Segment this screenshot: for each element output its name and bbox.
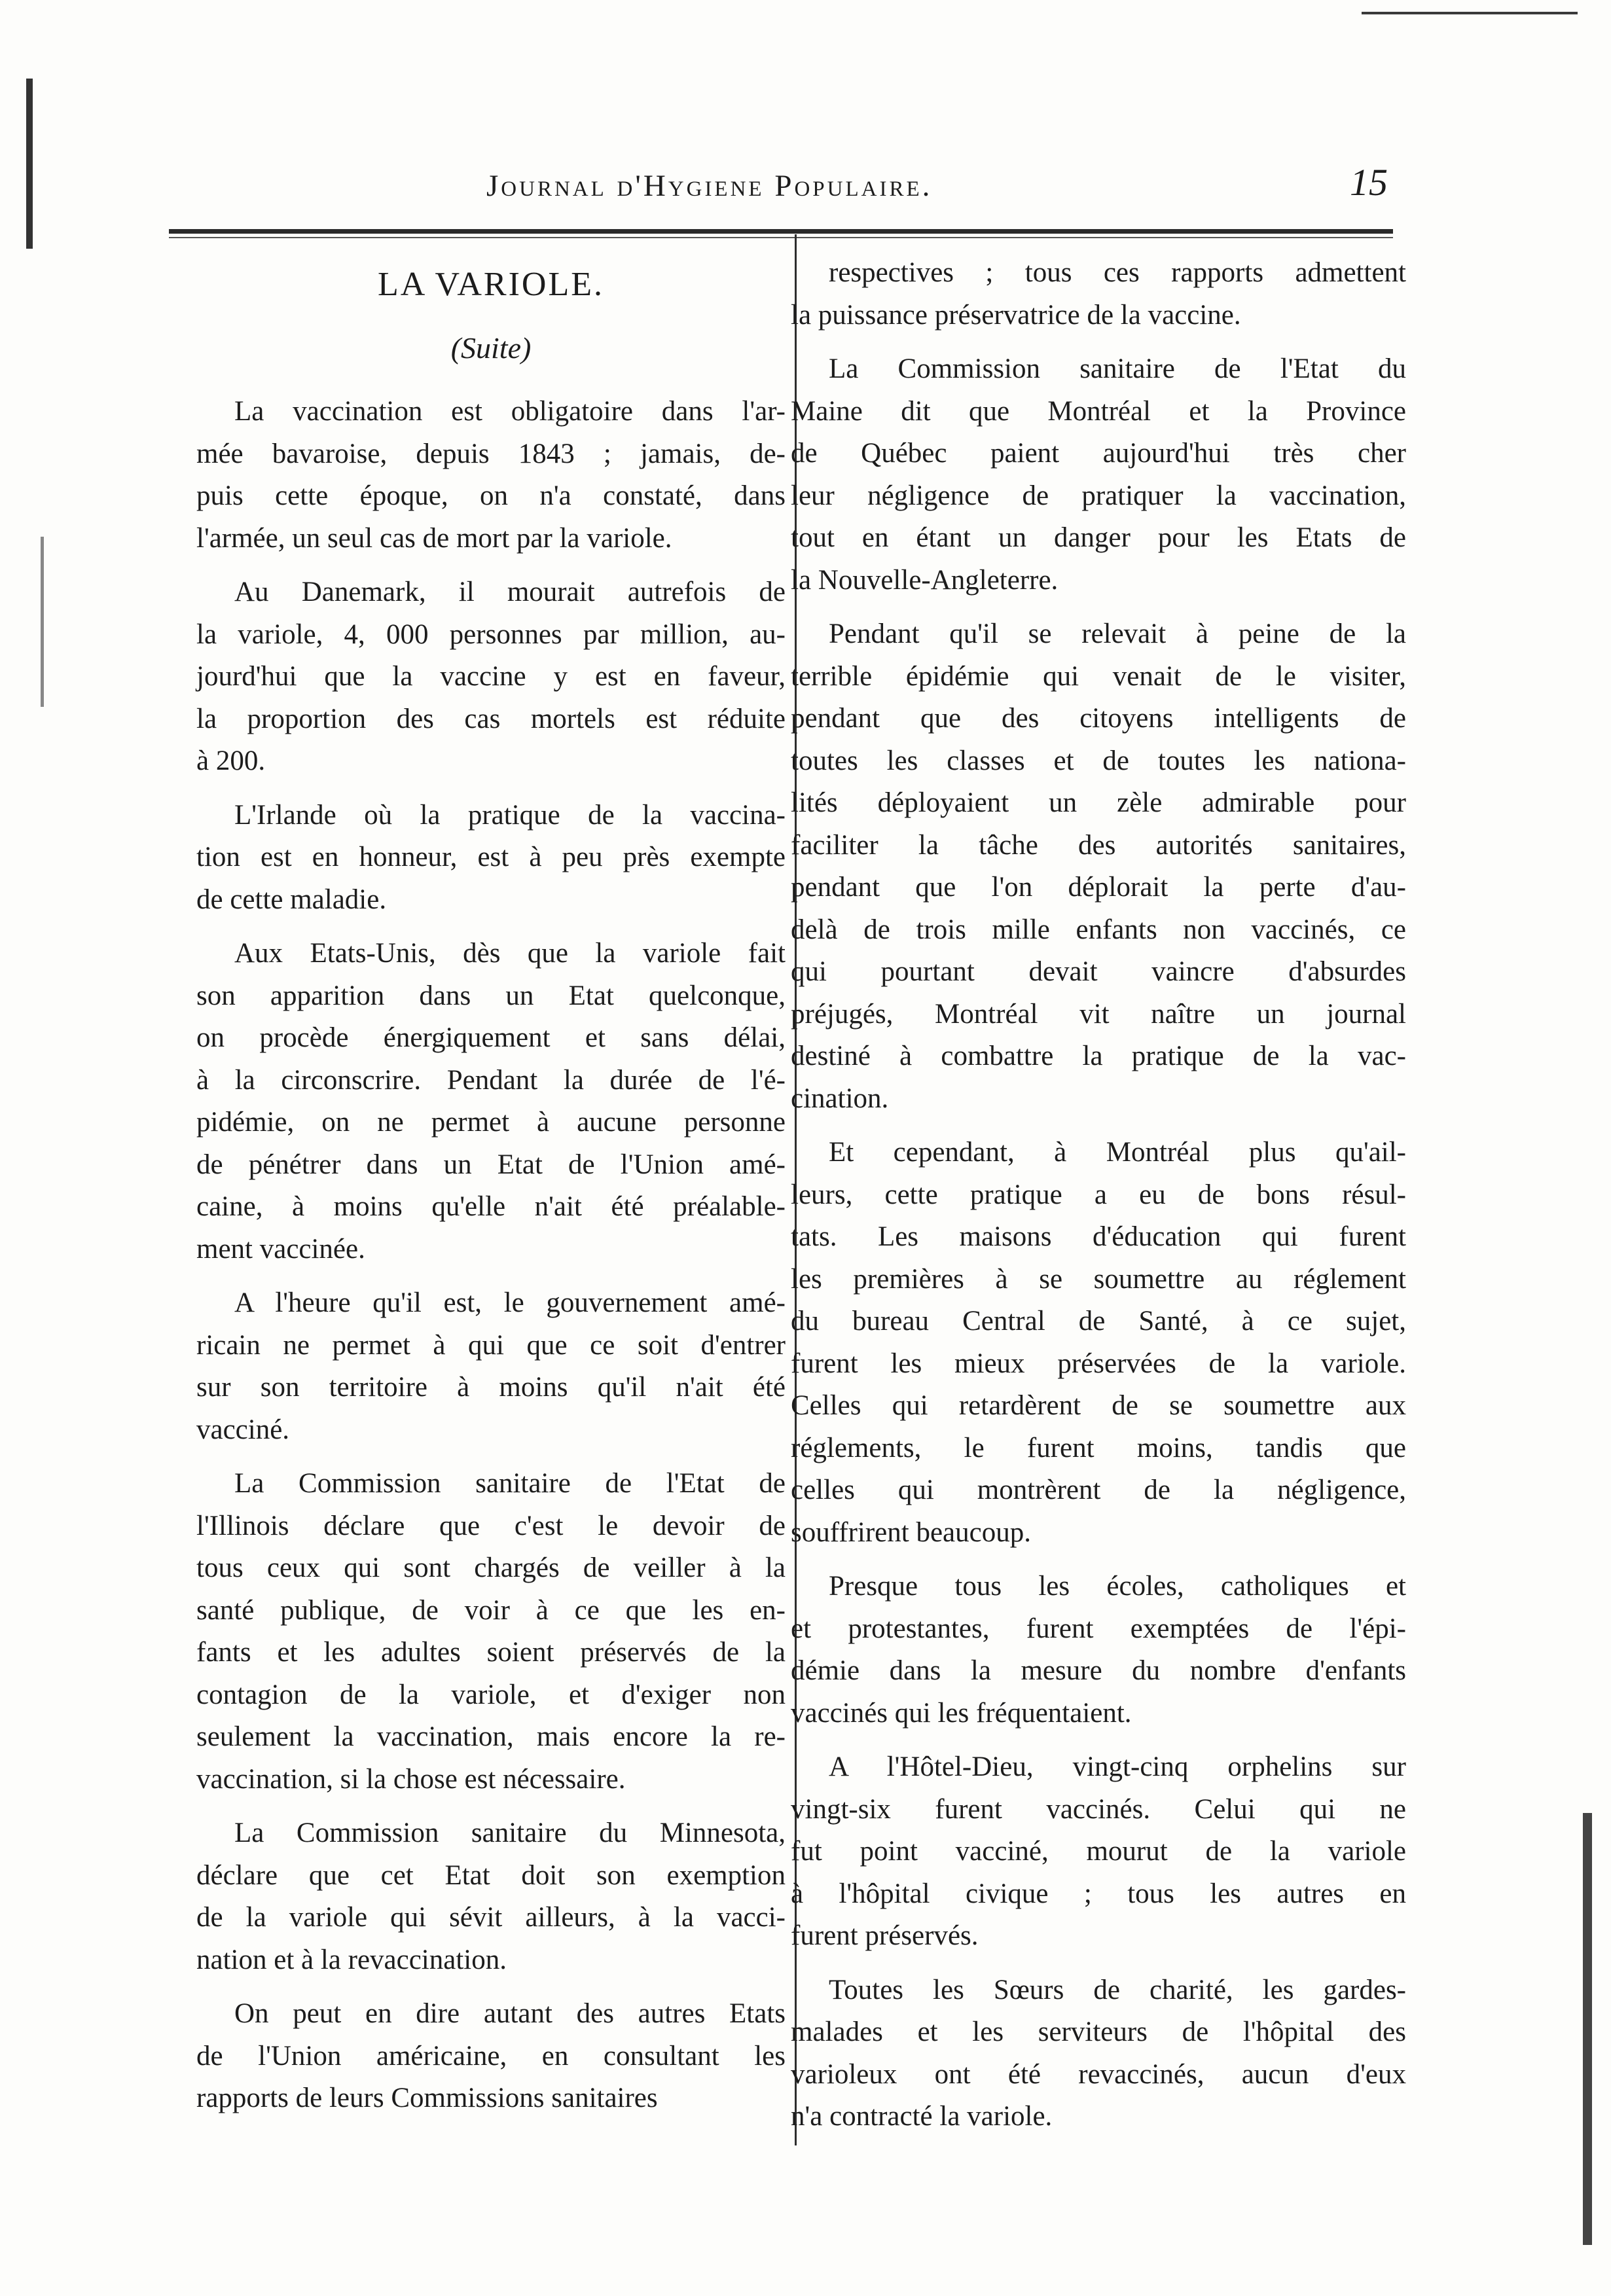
text-line: de l'Union américaine, en consultant les: [196, 2040, 786, 2072]
text-line: la proportion des cas mortels est réduite: [196, 703, 786, 734]
text-line: La vaccination est obligatoire dans l'ar-: [234, 396, 786, 427]
text-line: vaccinés qui les fréquentaient.: [791, 1697, 1132, 1729]
text-line: varioleux ont été revaccinés, aucun d'eux: [791, 2058, 1406, 2090]
text-line: pendant que des citoyens intelligents de: [791, 703, 1406, 734]
text-line: ment vaccinée.: [196, 1233, 365, 1265]
paragraph: [791, 252, 1406, 336]
header-rule: [169, 229, 1393, 234]
text-line: Presque tous les écoles, catholiques et: [829, 1571, 1406, 1602]
text-line: malades et les serviteurs de l'hôpital des: [791, 2017, 1406, 2047]
text-line: de la variole qui sévit ailleurs, à la vacci-: [196, 1902, 786, 1933]
paragraph-gap: [196, 1270, 786, 1282]
text-line: tats. Les maisons d'éducation qui furent: [791, 1221, 1406, 1252]
text-line: nation et à la revaccination.: [196, 1944, 507, 1975]
text-line: à 200.: [196, 745, 266, 776]
text-line: seulement la vaccination, mais encore la re-: [196, 1721, 786, 1752]
text-line: à l'hôpital civique ; tous les autres en: [791, 1878, 1406, 1909]
text-line: Aux Etats-Unis, dès que la variole fait: [234, 938, 786, 969]
paragraph: [196, 1282, 786, 1451]
paragraph: [196, 571, 786, 783]
text-line: préjugés, Montréal vit naître un journal: [791, 998, 1406, 1030]
article-title: LA VARIOLE.: [378, 266, 604, 303]
paragraph: [196, 1463, 786, 1801]
text-line: puis cette époque, on n'a constaté, dans: [196, 480, 786, 511]
paragraph-gap: [196, 921, 786, 933]
text-line: la variole, 4, 000 personnes par million, au-: [196, 619, 786, 650]
paragraph-gap: [791, 1734, 1406, 1746]
text-line: tion est en honneur, est à peu près exempte: [196, 842, 786, 872]
text-line: Au Danemark, il mourait autrefois de: [234, 577, 786, 607]
left-margin-scan-mark: [26, 79, 33, 249]
text-line: vingt-six furent vaccinés. Celui qui ne: [791, 1793, 1406, 1825]
paragraph-gap: [791, 336, 1406, 348]
text-line: La Commission sanitaire du Minnesota,: [234, 1818, 786, 1848]
paragraph-gap: [196, 1981, 786, 1993]
right-margin-scan-mark: [1583, 1813, 1592, 2245]
paragraph-gap: [196, 1451, 786, 1463]
text-line: n'a contracté la variole.: [791, 2101, 1053, 2132]
text-line: pendant que l'on déplorait la perte d'au-: [791, 872, 1406, 903]
left-margin-scan-speckle: [41, 537, 44, 707]
top-corner-rule: [1362, 12, 1578, 14]
text-line: lités déployaient un zèle admirable pour: [791, 787, 1406, 818]
text-line: de cette maladie.: [196, 884, 387, 915]
text-line: mée bavaroise, depuis 1843 ; jamais, de-: [196, 438, 786, 469]
text-line: celles qui montrèrent de la négligence,: [791, 1475, 1406, 1505]
text-line: de pénétrer dans un Etat de l'Union amé-: [196, 1149, 786, 1180]
text-line: leur négligence de pratiquer la vaccination,: [791, 480, 1406, 511]
paragraph-gap: [791, 601, 1406, 613]
text-line: Celles qui retardèrent de se soumettre aux: [791, 1390, 1406, 1421]
text-line: A l'heure qu'il est, le gouvernement amé-: [234, 1287, 786, 1318]
text-line: les premières à se soumettre au réglement: [791, 1263, 1406, 1295]
text-line: contagion de la variole, et d'exiger non: [196, 1679, 786, 1710]
text-line: de Québec paient aujourd'hui très cher: [791, 438, 1406, 469]
paragraph: [196, 391, 786, 560]
text-line: souffrirent beaucoup.: [791, 1516, 1031, 1548]
text-line: tous ceux qui sont chargés de veiller à la: [196, 1552, 786, 1583]
text-line: l'armée, un seul cas de mort par la variole.: [196, 522, 672, 554]
paragraph: [791, 1132, 1406, 1554]
text-line: A l'Hôtel-Dieu, vingt-cinq orphelins sur: [829, 1751, 1406, 1782]
text-line: L'Irlande où la pratique de la vaccina-: [234, 799, 786, 831]
text-line: Pendant qu'il se relevait à peine de la: [829, 619, 1406, 649]
text-line: qui pourtant devait vaincre d'absurdes: [791, 956, 1406, 987]
text-line: Maine dit que Montréal et la Province: [791, 395, 1406, 427]
text-line: ricain ne permet à qui que ce soit d'entrer: [196, 1329, 786, 1361]
text-line: à la circonscrire. Pendant la durée de l'é-: [196, 1064, 786, 1096]
paragraph: [791, 1566, 1406, 1734]
paragraph: [196, 795, 786, 922]
text-line: delà de trois mille enfants non vaccinés, ce: [791, 914, 1406, 945]
paragraph: [791, 1746, 1406, 1958]
article-subtitle: (Suite): [450, 331, 532, 365]
paragraph: [791, 1969, 1406, 2138]
text-line: Et cependant, à Montréal plus qu'ail-: [829, 1137, 1406, 1168]
paragraph-gap: [196, 1801, 786, 1812]
text-line: l'Illinois déclare que c'est le devoir de: [196, 1510, 786, 1541]
text-line: on procède énergiquement et sans délai,: [196, 1022, 786, 1053]
text-line: rapports de leurs Commissions sanitaires: [196, 2083, 658, 2113]
text-line: pidémie, on ne permet à aucune personne: [196, 1107, 786, 1138]
paragraph: [791, 613, 1406, 1120]
running-title: Journal d'Hygiene Populaire.: [486, 169, 933, 203]
paragraph: [196, 933, 786, 1270]
text-line: faciliter la tâche des autorités sanitaires,: [791, 829, 1406, 861]
text-line: furent les mieux préservées de la variole.: [791, 1348, 1406, 1379]
text-line: leurs, cette pratique a eu de bons résul-: [791, 1179, 1406, 1210]
paragraph-gap: [791, 1120, 1406, 1132]
text-line: caine, à moins qu'elle n'ait été préalable-: [196, 1191, 786, 1222]
paragraph-gap: [791, 1554, 1406, 1566]
text-line: tout en étant un danger pour les Etats de: [791, 522, 1406, 553]
text-line: cination.: [791, 1083, 889, 1114]
paragraph-gap: [791, 1958, 1406, 1969]
text-line: réglements, le furent moins, tandis que: [791, 1432, 1406, 1463]
text-line: On peut en dire autant des autres Etats: [234, 1998, 786, 2029]
text-line: du bureau Central de Santé, à ce sujet,: [791, 1306, 1406, 1336]
paragraph: [791, 348, 1406, 601]
paragraph: [196, 1993, 786, 2120]
text-line: fut point vacciné, mourut de la variole: [791, 1836, 1406, 1867]
left-paragraphs: [196, 391, 786, 2120]
text-line: la Nouvelle-Angleterre.: [791, 564, 1059, 596]
text-line: démie dans la mesure du nombre d'enfants: [791, 1655, 1406, 1686]
text-line: La Commission sanitaire de l'Etat de: [234, 1468, 786, 1499]
text-line: respectives ; tous ces rapports admettent: [829, 257, 1406, 288]
text-line: la puissance préservatrice de la vaccine.: [791, 299, 1241, 331]
text-line: déclare que cet Etat doit son exemption: [196, 1859, 786, 1891]
text-line: fants et les adultes soient préservés de la: [196, 1637, 786, 1668]
text-line: terrible épidémie qui venait de le visiter,: [791, 660, 1406, 692]
text-line: son apparition dans un Etat quelconque,: [196, 980, 786, 1011]
paragraph-gap: [196, 560, 786, 571]
text-line: sur son territoire à moins qu'il n'ait été: [196, 1372, 786, 1403]
text-line: santé publique, de voir à ce que les en-: [196, 1594, 786, 1626]
text-line: jourd'hui que la vaccine y est en faveur,: [196, 661, 786, 692]
text-line: furent préservés.: [791, 1920, 979, 1951]
right-paragraphs: [791, 252, 1406, 2138]
text-line: La Commission sanitaire de l'Etat du: [829, 353, 1406, 384]
text-line: toutes les classes et de toutes les nationa-: [791, 745, 1406, 776]
page-header: [169, 154, 1400, 213]
paragraph: [196, 1812, 786, 1981]
text-line: vacciné.: [196, 1414, 290, 1445]
page-number: 15: [1350, 161, 1388, 204]
text-line: vaccination, si la chose est nécessaire.: [196, 1763, 626, 1795]
paragraph-gap: [196, 783, 786, 795]
text-line: destiné à combattre la pratique de la vac-: [791, 1041, 1406, 1071]
right-column: [791, 252, 1406, 2138]
text-line: et protestantes, furent exemptées de l'épi-: [791, 1613, 1406, 1644]
header-rule-thin: [169, 237, 1393, 238]
text-line: Toutes les Sœurs de charité, les gardes-: [829, 1974, 1406, 2005]
left-column: [196, 252, 786, 2120]
